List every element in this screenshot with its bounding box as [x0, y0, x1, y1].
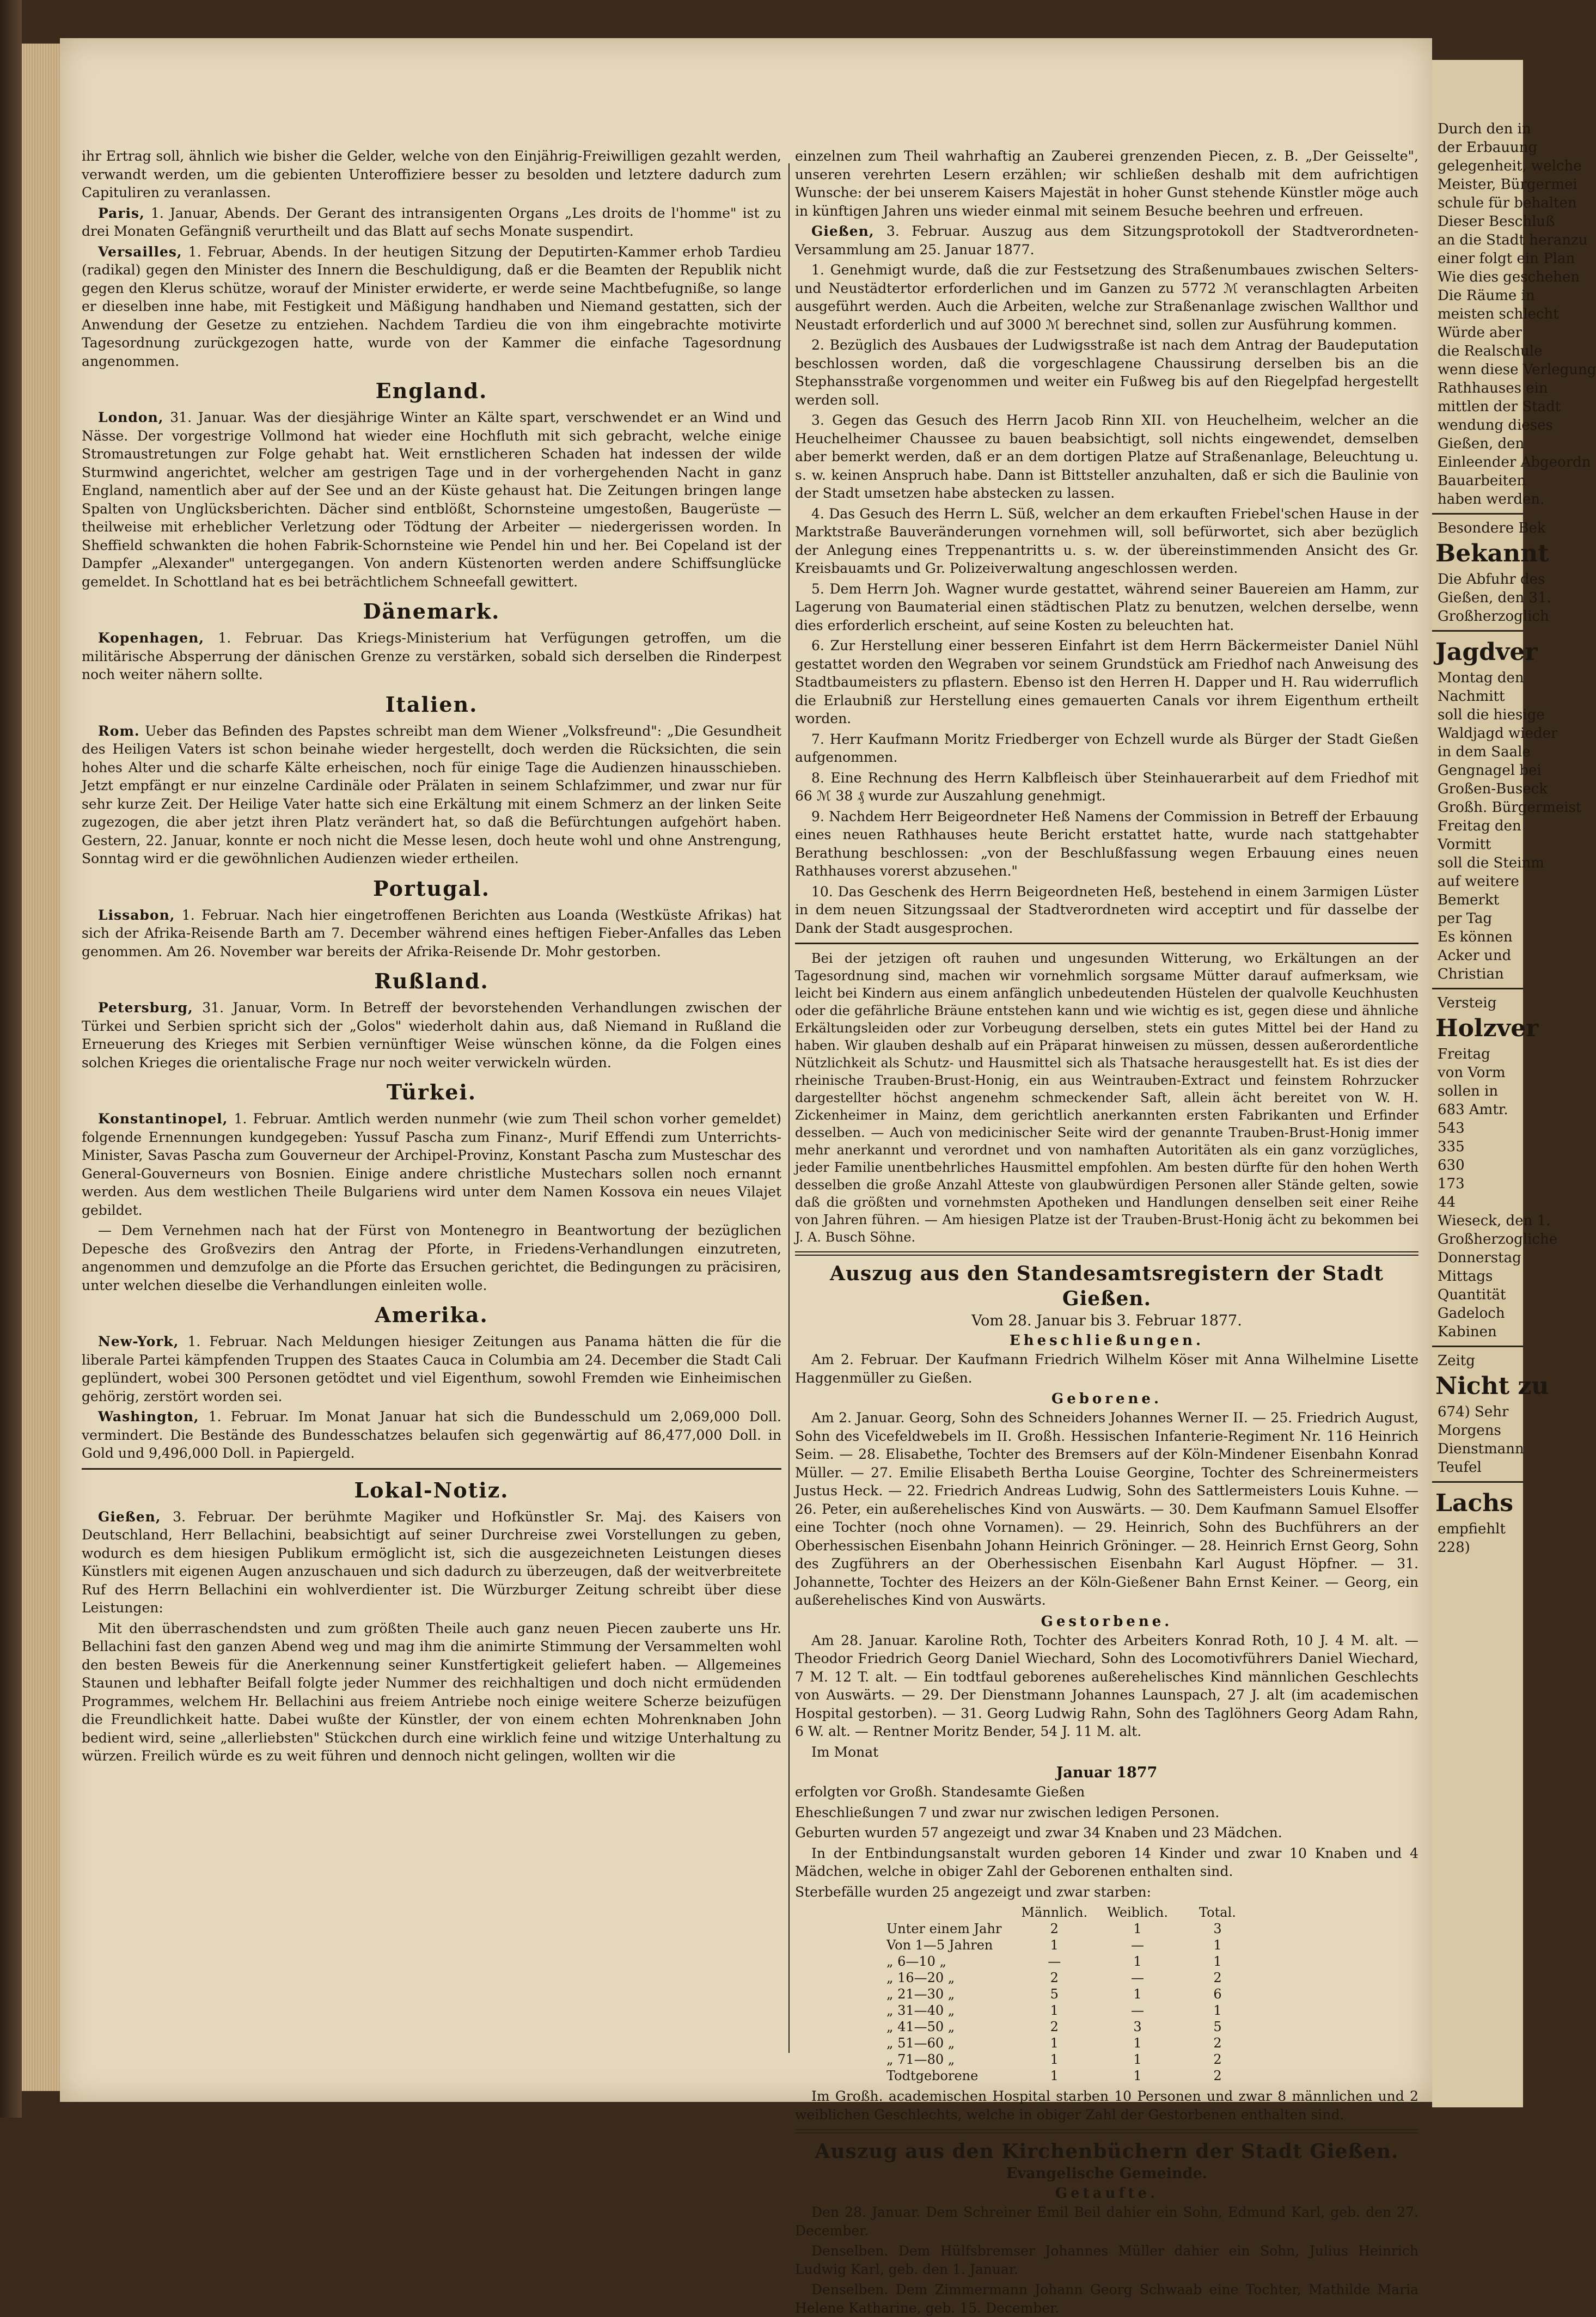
- article-giessen: [82, 1508, 781, 1617]
- heading-eheschliessungen: Eheschließungen.: [1009, 1332, 1204, 1349]
- heading-england: England.: [375, 378, 488, 403]
- giessen-quote: Mit den überraschendsten und zum größten Theile auch ganz neuen Piecen zauberte uns Hr. Bellachini fast den ganzen Abend weg und mag ihm die animirte Stimmung der Versammelten wohl den besten Beweis für die Anerkennung seiner Kunstfertigkeit geliefert haben. — Allgemeines Staunen und lebhafter Beifall folgte jeder Nummer des reichhaltigen und doch nicht ermüdenden Programmes, welchem Hr. Bellachini aus freiem Antriebe noch einige weitere Scherze beizufügen die Freundlichkeit hatte. Dabei wußte der Künstler, der von einem echten Mohrenknaben John bedient wird, seine „allerliebsten" Stückchen durch eine wirklich feine und witzige Unterhaltung zu würzen. Freilich würde es zu weit führen und dennoch nicht gelingen, wollten wir die: [82, 1620, 781, 1764]
- table-row: [877, 2019, 1257, 2035]
- heading-gestorbene: Gestorbene.: [1041, 1613, 1173, 1630]
- facing-line: einer folgt ein Plan: [1438, 250, 1575, 267]
- table-row: [877, 1953, 1257, 1970]
- facing-line: Nachmitt: [1438, 688, 1505, 705]
- facing-line: mittlen der Stadt: [1438, 399, 1561, 415]
- heading-amerika: Amerika.: [375, 1303, 488, 1327]
- table-cell: 1: [1213, 1937, 1222, 1953]
- article-lissabon: [82, 906, 781, 961]
- lissabon-text: 1. Februar. Nach hier eingetroffenen Berichten aus Loanda (Westküste Afrikas) hat sich der Afrika-Reisende Barth am 7. December während eines heftigen Fieber-Anfalles das Leben genommen. Am 26. November war bereits der Afrika-Reisende Dr. Mohr gestorben.: [82, 907, 781, 959]
- geborene-text: Am 2. Januar. Georg, Sohn des Schneiders Johannes Werner II. — 25. Friedrich August, Sohn des Vicefeldwebels im II. Großh. Hessischen Infanterie-Regiment Nr. 116 Heinrich Seim. — 28. Elisabethe, Tochter des Bremsers auf der Köln-Mindener Eisenbahn Konrad Müller. — 27. Emilie Elisabeth Bertha Louise Georgine, Tochter des Schreinermeisters Justus Heck. — 22. Friedrich Andreas Ludwig, Sohn des Sattlermeisters Louis Kuhne. — 26. Peter, ein außerehelisches Kind von Auswärts. — 30. Dem Kaufmann Samuel Elsoffer eine Tochter (noch ohne Vornamen). — 29. Heinrich, Sohn des Buchführers an der Oberhessischen Eisenbahn Johann Heinrich Gröninger. — 28. Heinrich Ernst Georg, Sohn des Zugführers an der Oberhessischen Eisenbahn Karl August Höpfner. — 31. Johannette, Tochter des Heizers an der Köln-Gießener Bahn Ernst Keiner. — Georg, ein außerehelisches Kind von Auswärts.: [795, 1410, 1418, 1608]
- facing-line: Bauarbeiten: [1438, 473, 1526, 489]
- table-cell: 1: [1050, 1937, 1059, 1953]
- table-cell: Unter einem Jahr: [886, 1921, 1002, 1936]
- table-cell: 1: [1050, 2052, 1059, 2067]
- protokoll-item: 9. Nachdem Herr Beigeordneter Heß Namens der Commission in Betreff der Erbauung eines neuen Rathhauses heute Bericht erstattet hatte, wurde nach stattgehabter Berathung beschlossen: „von der Beschlußfassung wegen Erbauung eines neuen Rathhauses vorerst abzusehen.": [795, 808, 1418, 879]
- getauft-entry: Denselben. Dem Zimmermann Johann Georg Schwaab eine Tochter, Mathilde Maria Helene Katharine, geb. 15. December.: [795, 2282, 1418, 2316]
- facing-line: 630: [1438, 1157, 1465, 1173]
- facing-line: Bemerkt: [1438, 892, 1500, 908]
- facing-line: Freitag: [1438, 1046, 1490, 1062]
- facing-line: Großen-Buseck: [1438, 781, 1548, 797]
- facing-rule: [1432, 513, 1523, 515]
- facing-line: Quantität: [1438, 1287, 1506, 1303]
- facing-line: Montag den: [1438, 670, 1524, 686]
- giessen-text: 3. Februar. Der berühmte Magiker und Hofkünstler Sr. Maj. des Kaisers von Deutschland, Herr Bellachini, beabsichtigt auf seiner Durchreise zwei Vorstellungen zu geben, wodurch es dem hiesigen Publikum ermöglicht ist, sich die ausgezeichneten Leistungen dieses Künstlers mit eigenen Augen anzuschauen und sich dadurch zu überzeugen, daß der weitverbreitete Ruf des Herrn Bellachini ein wohlverdienter ist. Die Würzburger Zeitung schreibt über diese Leistungen:: [82, 1508, 781, 1616]
- section-rule: [795, 943, 1418, 944]
- heading-daenemark: Dänemark.: [363, 599, 500, 623]
- facing-line: Freitag den: [1438, 818, 1521, 834]
- heading-tuerkei: Türkei.: [386, 1080, 477, 1104]
- table-cell: Von 1—5 Jahren: [886, 1937, 993, 1953]
- facing-line: Gadeloch: [1438, 1305, 1505, 1322]
- facing-line: empfiehlt: [1438, 1521, 1506, 1537]
- facing-line: die Realschule: [1438, 343, 1543, 359]
- table-cell: Todtgeborene: [886, 2068, 979, 2083]
- facing-line: 683 Amtr.: [1438, 1102, 1508, 1118]
- table-cell: „ 21—30 „: [886, 1986, 955, 2002]
- table-cell: „ 71—80 „: [886, 2052, 955, 2067]
- dateline-petersburg: Petersburg,: [98, 1000, 193, 1016]
- protokoll-item: 6. Zur Herstellung einer besseren Einfahrt ist dem Herrn Bäckermeister Daniel Nühl gestattet worden den Wegraben vor seinem Grundstück am Friedhof nach Anweisung des Stadtbaumeisters zu pflastern. Ebenso ist den Herren H. Dapper und H. Rau widerruflich die Erlaubniß zur Herstellung eines gemauerten Canals vor ihrem Eigenthum ertheilt worden.: [795, 638, 1418, 726]
- table-cell: „ 41—50 „: [886, 2019, 955, 2034]
- facing-line: Großh. Bürgermeist: [1438, 799, 1582, 816]
- konstantinopel-text: 1. Februar. Amtlich werden nunmehr (wie zum Theil schon vorher gemeldet) folgende Ernennungen kundgegeben: Yussuf Pascha zum Finanz-, Murif Effendi zum Unterrichts-Minister, Savas Pascha zum Gouverneur der Archipel-Provinz, Konstant Pascha zum Musteschar des General-Gouverneurs von Bosnien. Einige andere christliche Mustechars sollen noch ernannt werden. Aus dem westlichen Theile Bulgariens wird unter dem Namen Kossova ein neues Vilajet gebildet.: [82, 1111, 781, 1218]
- table-cell: 5: [1050, 1986, 1059, 2002]
- table-cell: 1: [1133, 2052, 1142, 2067]
- facing-line: Durch den in: [1438, 121, 1531, 137]
- getauft-entry: Denselben. Dem Hülfsbremser Johannes Müller dahier ein Sohn, Julius Heinrich Ludwig Karl, geb. den 1. Januar.: [795, 2243, 1418, 2277]
- column-divider: [788, 163, 790, 2053]
- facing-line: Großherzoglich: [1438, 608, 1549, 625]
- facing-line: Teufel: [1438, 1459, 1482, 1476]
- left-column: [82, 147, 781, 2086]
- table-cell: 1: [1050, 2003, 1059, 2018]
- table-row: [877, 1986, 1257, 2002]
- washington-text: 1. Februar. Im Monat Januar hat sich die Bundesschuld um 2,069,000 Doll. vermindert. Die Bestände des Bundesschatzes belaufen sich gegenwärtig auf 86,477,000 Doll. in Gold und 9,496,000 Doll. in Papiergeld.: [82, 1409, 781, 1461]
- table-cell: —: [1131, 1970, 1145, 1985]
- article-montenegro: — Dem Vernehmen nach hat der Fürst von Montenegro in Beantwortung der bezüglichen Depesche des Großvezirs den Antrag der Pforte, in Friedens-Verhandlungen einzutreten, angenommen und demzufolge an die Pforte das Ersuchen gerichtet, die Bedingungen zu präcisiren, unter welchen dieselbe die Verhandlungen einleiten wolle.: [82, 1222, 781, 1293]
- protokoll-item: 4. Das Gesuch des Herrn L. Süß, welcher an dem erkauften Friebel'schen Hause in der Marktstraße Bauveränderungen vornehmen will, soll befürwortet, sich aber bezüglich der Anlegung eines Treppenantritts u. s. w. der übereinstimmenden Ansicht des Gr. Kreisbauamts und Gr. Polizeiverwaltung angeschlossen werden.: [795, 505, 1418, 576]
- facing-page-fragment: [1432, 60, 1596, 2107]
- kirchen-sub: Evangelische Gemeinde.: [1006, 2165, 1208, 2182]
- table-cell: 2: [1050, 1970, 1059, 1985]
- facing-line: meisten schlecht: [1438, 306, 1559, 322]
- table-header: [877, 1904, 1011, 1921]
- table-row: [877, 2051, 1257, 2068]
- table-header: Weiblich.: [1107, 1905, 1168, 1920]
- heading-italien: Italien.: [385, 692, 478, 717]
- facing-line: wendung dieses: [1438, 417, 1553, 433]
- dateline-konstantinopel: Konstantinopel,: [98, 1111, 228, 1127]
- facing-rule: [1432, 1346, 1523, 1347]
- dateline-giessen: Gießen,: [98, 1508, 161, 1525]
- article-newyork: [82, 1332, 781, 1405]
- facing-line: Morgens: [1438, 1422, 1501, 1439]
- dateline-lissabon: Lissabon,: [98, 907, 175, 923]
- table-cell: 2: [1050, 2019, 1059, 2034]
- versailles-text: 1. Februar, Abends. In der heutigen Sitzung der Deputirten-Kammer erhob Tardieu (radikal) gegen den Minister des Innern die Beschuldigung, daß er die Beamten der Republik nicht gegen den Klerus schütze, worauf der Minister erwiderte, er werde seine Machtbefugniße, so lange er dieselben inne habe, mit Festigkeit und Mäßigung handhaben und Niemand gestatten, sich der Anwendung der Gesetze zu entziehen. Nachdem Tardieu die von ihm eingebrachte motivirte Tagesordnung zurückgezogen hatte, wurde von der Kammer die einfache Tagesordnung angenommen.: [82, 243, 781, 369]
- table-row: [877, 1921, 1257, 1937]
- facing-line: 44: [1438, 1194, 1456, 1211]
- section-rule: [82, 1468, 781, 1470]
- protokoll-item: 8. Eine Rechnung des Herrn Kalbfleisch über Steinhauerarbeit auf dem Friedhof mit 66 ℳ 38 ₰ wurde zur Auszahlung genehmigt.: [795, 769, 1418, 804]
- table-cell: 6: [1213, 1986, 1222, 2002]
- protokoll-item: 7. Herr Kaufmann Moritz Friedberger von Echzell wurde als Bürger der Stadt Gießen aufgenommen.: [795, 731, 1418, 765]
- article-konstantinopel: [82, 1110, 781, 1219]
- advert-notice: Bei der jetzigen oft rauhen und ungesunden Witterung, wo Erkältungen an der Tagesordnung sind, machen wir vornehmlich sorgsame Mütter darauf aufmerksam, wie leicht bei Kindern aus einem anfänglich unbedeutenden Hüstelen der qualvolle Keuchhusten oder die gefährliche Bräune entstehen kann und wie wichtig es ist, gegen diese und ähnliche Erkältungsleiden oder zur Vorbeugung derselben, stets ein gutes Mittel bei der Hand zu haben. Wir glauben deshalb auf ein Präparat hinweisen zu müssen, dessen außerordentliche Nützlichkeit als Schutz- und Hausmittel sich als Thatsache herausgestellt hat. Es ist dies der rheinische Trauben-Brust-Honig, ein aus Weintrauben-Extract und feinstem Rohrzucker dargestellter höchst angenehm schmeckender Saft, allein ächt bereitet von W. H. Zickenheimer in Mainz, dem gerichtlich anerkannten ersten Fabrikanten und Erfinder desselben. — Auch von medicinischer Seite wird der genannte Trauben-Brust-Honig immer mehr anerkannt und verordnet und von namhaften Autoritäten als ein ganz vorzügliches, jeder Familie unentbehrliches Hausmittel empfohlen. Am besten dürfte für den hohen Werth desselben die große Anzahl Atteste von glaubwürdigen Personen aller Stände gelten, sowie daß die größten und vornehmsten Apotheken und Handlungen denselben seit einer Reihe von Jahren führen. — Am hiesigen Platze ist der Trauben-Brust-Honig ächt zu bekommen bei J. A. Busch Söhne.: [795, 951, 1418, 1245]
- facing-heading: Nicht zu: [1435, 1372, 1549, 1400]
- protokoll-item: 3. Gegen das Gesuch des Herrn Jacob Rinn XII. von Heuchelheim, welcher an die Heuchelheimer Chaussee zu bauen beabsichtigt, soll nichts eingewendet, demselben aber bemerkt werden, daß er an dem dortigen Platze auf Straßenanlage, Beleuchtung u. s. w. keinen Anspruch habe. Dann ist Bittsteller anzuhalten, daß er sich die Baulinie von der Stadt umsetzen habe abstecken zu lassen.: [795, 412, 1418, 501]
- table-header-row: [877, 1904, 1257, 1921]
- facing-line: von Vorm: [1438, 1065, 1506, 1081]
- heading-geborene: Geborene.: [1051, 1391, 1162, 1407]
- facing-line: an die Stadt heranzu: [1438, 232, 1588, 248]
- dateline-washington: Washington,: [98, 1409, 199, 1425]
- table-cell: 2: [1213, 1970, 1222, 1985]
- eheschliessungen-text: Am 2. Februar. Der Kaufmann Friedrich Wilhelm Köser mit Anna Wilhelmine Lisette Haggenmüller zu Gießen.: [795, 1352, 1418, 1386]
- mortality-table: [877, 1904, 1257, 2084]
- table-cell: 1: [1213, 1954, 1222, 1969]
- facing-line: Die Abfuhr des: [1438, 571, 1545, 588]
- table-cell: 2: [1213, 2068, 1222, 2083]
- getauft-entry: Den 28. Januar. Dem Schreiner Emil Beil dahier ein Sohn, Edmund Karl, geb. den 27. December.: [795, 2204, 1418, 2239]
- hospital-text: Im Großh. academischen Hospital starben 10 Personen und zwar 8 männlichen und 2 weiblichen Geschlechts, welche in obiger Zahl der Gestorbenen enthalten sind.: [795, 2088, 1418, 2123]
- protokoll-head-text: 3. Februar. Auszug aus dem Sitzungsprotokoll der Stadtverordneten-Versammlung am 25. Januar 1877.: [795, 223, 1419, 258]
- facing-line: in dem Saale: [1438, 744, 1531, 760]
- januar-geburten: Geburten wurden 57 angezeigt und zwar 34 Knaben und 23 Mädchen.: [795, 1825, 1282, 1841]
- protokoll-item: 5. Dem Herrn Joh. Wagner wurde gestattet, während seiner Bauereien am Hamm, zur Lagerung von Baumaterial einen städtischen Platz zu benutzen, welchen derselbe, wenn dies erforderlich erscheint, auf seine Kosten zu beleuchten hat.: [795, 580, 1418, 633]
- heading-portugal: Portugal.: [373, 876, 490, 901]
- table-cell: 1: [1213, 2003, 1222, 2018]
- facing-line: Rathhauses ein: [1438, 380, 1548, 396]
- table-row: [877, 2068, 1257, 2084]
- facing-line: soll die Steinm: [1438, 855, 1544, 871]
- article-washington: [82, 1408, 781, 1463]
- paris-text: 1. Januar, Abends. Der Gerant des intransigenten Organs „Les droits de l'homme" ist zu drei Monaten Gefängniß verurtheilt und das Blatt auf sechs Monate suspendirt.: [82, 205, 781, 239]
- middle-column: [795, 147, 1419, 2316]
- facing-line: wenn diese Verlegung: [1438, 362, 1596, 378]
- dateline-newyork: New-York,: [98, 1334, 179, 1349]
- table-cell: —: [1131, 2003, 1145, 2018]
- facing-line: Meister, Bürgermei: [1438, 176, 1577, 193]
- heading-lokal: Lokal-Notiz.: [354, 1477, 509, 1502]
- gestorbene-text: Am 28. Januar. Karoline Roth, Tochter des Arbeiters Konrad Roth, 10 J. 4 M. alt. — Theodor Friedrich Georg Daniel Wiechard, Sohn des Locomotivführers Daniel Wiechard, 7 M. 12 T. alt. — Ein todtfaul geborenes außerehelisches Kind männlichen Geschlechts von Auswärts. — 29. Der Dienstmann Johannes Launspach, 27 J. alt (im academischen Hospital gestorben). — 31. Georg Ludwig Rahn, Sohn des Taglöhners Georg Adam Rahn, 6 W. alt. — Rentner Moritz Bender, 54 J. 11 M. alt.: [795, 1632, 1418, 1739]
- protokoll-item: 1. Genehmigt wurde, daß die zur Festsetzung des Straßenumbaues zwischen Selters- und Neustädtertor erforderlichen und im Ganzen zu 5772 ℳ veranschlagten Arbeiten ausgeführt werden. Auch die Arbeiten, welche zur Straßenanlage zwischen Wallthor und Neustadt erforderlich und auf 3000 ℳ berechnet sind, sollen zur Ausführung kommen.: [795, 262, 1418, 333]
- facing-rule: [1432, 988, 1523, 989]
- januar-anstalt: In der Entbindungsanstalt wurden geboren 14 Kinder und zwar 10 Knaben und 4 Mädchen, welche in obiger Zahl der Geborenen enthalten sind.: [795, 1845, 1418, 1879]
- table-row: [877, 2002, 1257, 2019]
- facing-line: schule für behalten: [1438, 195, 1577, 211]
- rom-text: Ueber das Befinden des Papstes schreibt man dem Wiener „Volksfreund": „Die Gesundheit des Heiligen Vaters ist schon beinahe wieder hergestellt, doch werden die Rücksichten, die sein hohes Alter und die scharfe Kälte erheischen, noch für einige Tage die Audienzen hinausschieben. Jetzt empfängt er nur einzelne Cardinäle oder Prälaten in seinem Schlafzimmer, und zwar nur für sehr kurze Zeit. Der Heilige Vater hatte sich eine Erkältung mit einem Schmerz an der linken Seite zugezogen, die aber jetzt ihren Platz verändert hat, so daß die Befürchtungen aufgehört haben. Gestern, 22. Januar, konnte er noch nicht die Messe lesen, doch heute wohl und ohne Anstrengung, Sonntag wird er die gewöhnlichen Audienzen wieder ertheilen.: [82, 723, 781, 866]
- table-cell: „ 16—20 „: [886, 1970, 955, 1985]
- double-rule: [795, 2129, 1418, 2133]
- facing-line: Großherzogliche: [1438, 1231, 1558, 1248]
- dateline-london: London,: [98, 409, 164, 425]
- facing-line: Versteig: [1438, 995, 1497, 1011]
- dateline-versailles: Versailles,: [98, 243, 182, 260]
- table-cell: 1: [1133, 1921, 1142, 1936]
- table-cell: —: [1048, 1954, 1061, 1969]
- london-text: 31. Januar. Was der diesjährige Winter an Kälte spart, verschwendet er an Wind und Nässe. Der vorgestrige Vollmond hat wieder eine Hochfluth mit sich gebracht, welche einige Stromaustretungen zur Folge gehabt hat. Weit ernstlicheren Schaden hat indessen der wilde Sturmwind angerichtet, welcher am gestrigen Tage und in der vorhergehenden Nacht in ganz England, namentlich aber auf der See und an der Küste gehaust hat. Die Zeitungen bringen lange Spalten von Unglücksberichten. Dächer sind entblößt, Schornsteine umgestoßen, Baugerüste — theilweise mit erheblicher Verletzung oder Tödtung der Arbeiter — niedergerissen worden. In Sheffield schwankten die hohen Fabrik-Schornsteine wie Pendel hin und her. Bei Copeland ist der Dampfer „Alexander" untergegangen. Von andern Küstenorten werden andere Schiffsunglücke gemeldet. In Schottland hat es bei beträchtlichem Schneefall gewittert.: [82, 409, 782, 590]
- facing-line: per Tag: [1438, 910, 1493, 927]
- facing-line: Gengnagel bei: [1438, 762, 1542, 779]
- facing-line: Gießen, den: [1438, 436, 1525, 452]
- table-cell: 2: [1050, 1921, 1059, 1936]
- januar-ehe: Eheschließungen 7 und zwar nur zwischen ledigen Personen.: [795, 1804, 1220, 1820]
- newspaper-page: [60, 38, 1432, 2316]
- facing-line: Kabinen: [1438, 1324, 1497, 1340]
- facing-line: Besondere Bek: [1438, 520, 1546, 536]
- im-monat: Im Monat: [811, 1744, 879, 1760]
- table-cell: —: [1131, 1937, 1145, 1953]
- facing-line: Wie dies geschehen: [1438, 269, 1580, 285]
- facing-line: Zeitg: [1438, 1353, 1475, 1369]
- article-paris: [82, 204, 781, 241]
- facing-line: der Erbauung: [1438, 139, 1538, 156]
- facing-line: 228): [1438, 1539, 1470, 1556]
- facing-line: Gießen, den 31.: [1438, 590, 1551, 606]
- januar-intro: erfolgten vor Großh. Standesamte Gießen: [795, 1784, 1085, 1800]
- page-edges: [22, 44, 60, 2091]
- facing-line: 543: [1438, 1120, 1465, 1136]
- article-continuation: einzelnen zum Theil wahrhaftig an Zauberei grenzenden Piecen, z. B. „Der Geisselte", unseren verehrten Lesern erzählen; wir schließen deshalb mit dem aufrichtigen Wunsche: der bei unserem Kaisers Majestät in hoher Gunst stehende Künstler möge auch in künftigen Jahren uns wieder einmal mit seinem Besuche beehren und erfreuen.: [795, 148, 1418, 219]
- facing-line: Waldjagd wieder: [1438, 725, 1558, 742]
- newyork-text: 1. Februar. Nach Meldungen hiesiger Zeitungen aus Panama hätten die für die liberale Partei kämpfenden Truppen des Staates Cauca in Columbia am 24. December die Stadt Cali geplündert, wobei 300 Personen getödtet und viel Eigenthum, sowohl Fremden wie Einheimischen gehörig, zerstört worden sei.: [82, 1334, 781, 1404]
- dateline-rom: Rom.: [98, 723, 140, 739]
- facing-line: Wieseck, den 1.: [1438, 1213, 1551, 1229]
- dateline-paris: Paris,: [98, 205, 145, 221]
- facing-line: Donnerstag: [1438, 1250, 1521, 1266]
- facing-heading: Jagdver: [1435, 638, 1538, 666]
- heading-russland: Rußland.: [374, 969, 489, 993]
- facing-heading: Lachs: [1435, 1489, 1513, 1517]
- table-cell: 3: [1133, 2019, 1142, 2034]
- table-row: [877, 2035, 1257, 2051]
- heading-getaufte: Getaufte.: [1055, 2185, 1159, 2202]
- facing-line: gelegenheit, welche: [1438, 158, 1582, 174]
- facing-line: Dienstmann: [1438, 1441, 1524, 1457]
- januar-sterbefaelle: Sterbefälle wurden 25 angezeigt und zwar starben:: [795, 1884, 1152, 1900]
- table-cell: „ 31—40 „: [886, 2003, 955, 2018]
- facing-line: haben werden.: [1438, 491, 1545, 508]
- book-binding: [0, 0, 22, 2118]
- facing-line: Einleender Abgeordn: [1438, 454, 1591, 470]
- facing-line: Es können: [1438, 929, 1513, 945]
- table-cell: 1: [1133, 1954, 1142, 1969]
- facing-line: soll die hiesige: [1438, 707, 1545, 723]
- table-header: Männlich.: [1021, 1905, 1088, 1920]
- table-cell: 2: [1213, 2052, 1222, 2067]
- table-cell: 1: [1050, 2035, 1059, 2051]
- protokoll-item: 10. Das Geschenk des Herrn Beigeordneten Heß, bestehend in einem 3armigen Lüster in dem neuen Sitzungssaal der Stadtverordneten wird acceptirt und für dasselbe der Dank der Stadt ausgesprochen.: [795, 883, 1418, 936]
- table-cell: 1: [1133, 2035, 1142, 2051]
- article-rom: [82, 722, 781, 868]
- protokoll-item: 2. Bezüglich des Ausbaues der Ludwigsstraße ist nach dem Antrag der Baudeputation beschlossen worden, daß die vorgeschlagene Chaussirung derselben bis an die Stephansstraße vorgenommen und weiter ein Fußweg bis auf den Riegelpfad hergestellt werden soll.: [795, 337, 1418, 408]
- dateline-protokoll: Gießen,: [811, 223, 875, 239]
- standesamt-title: Auszug aus den Standesamtsregistern der Stadt Gießen.: [829, 1262, 1384, 1310]
- facing-line: 173: [1438, 1176, 1465, 1192]
- table-cell: „ 51—60 „: [886, 2035, 955, 2051]
- facing-line: Mittags: [1438, 1268, 1493, 1285]
- article-versailles: [82, 243, 781, 371]
- januar-heading: Januar 1877: [1056, 1764, 1158, 1781]
- facing-line: Würde aber: [1438, 325, 1522, 341]
- double-rule: [795, 1251, 1418, 1256]
- facing-line: auf weitere: [1438, 873, 1519, 890]
- facing-line: 674) Sehr: [1438, 1404, 1509, 1420]
- protokoll-items: [795, 261, 1418, 937]
- table-cell: 2: [1213, 2035, 1222, 2051]
- table-row: [877, 1970, 1257, 1986]
- table-cell: 1: [1133, 1986, 1142, 2002]
- table-cell: 1: [1133, 2068, 1142, 2083]
- facing-line: 335: [1438, 1139, 1465, 1155]
- facing-rule: [1432, 630, 1523, 632]
- article-petersburg: [82, 999, 781, 1072]
- article-london: [82, 408, 781, 591]
- facing-heading: Bekannt: [1435, 540, 1549, 567]
- article-intro: ihr Ertrag soll, ähnlich wie bisher die Gelder, welche von den Einjährig-Freiwilligen gezahlt werden, verwandt werden, um die gebienten Unteroffiziere besser zu besolden und letztere dadurch zum Capituliren zu veranlassen.: [82, 148, 781, 200]
- facing-heading: Holzver: [1435, 1014, 1539, 1042]
- facing-line: sollen in: [1438, 1083, 1499, 1099]
- facing-rule: [1432, 1481, 1523, 1483]
- facing-line: Christian: [1438, 966, 1504, 982]
- table-cell: 5: [1213, 2019, 1222, 2034]
- facing-line: Vormitt: [1438, 836, 1491, 853]
- article-kopenhagen: [82, 629, 781, 684]
- protokoll-heading: [795, 222, 1418, 259]
- table-cell: „ 6—10 „: [886, 1954, 946, 1969]
- petersburg-text: 31. Januar, Vorm. In Betreff der bevorstehenden Verhandlungen zwischen der Türkei und Serbien spricht sich der „Golos" wiederholt dahin aus, daß Niemand in Rußland die Erneuerung des Krieges mit Serbien vernünftiger Weise wünschen könne, da die Folgen eines solchen Krieges die orientalische Frage nur noch weiter verwickeln würden.: [82, 1000, 781, 1071]
- standesamt-range: Vom 28. Januar bis 3. Februar 1877.: [971, 1312, 1242, 1329]
- dateline-kopenhagen: Kopenhagen,: [98, 630, 205, 646]
- facing-line: Acker und: [1438, 947, 1512, 964]
- kirchen-title: Auszug aus den Kirchenbüchern der Stadt Gießen.: [815, 2140, 1399, 2163]
- facing-line: Die Räume in: [1438, 288, 1535, 304]
- facing-line: Dieser Beschluß: [1438, 213, 1555, 230]
- kopenhagen-text: 1. Februar. Das Kriegs-Ministerium hat Verfügungen getroffen, um die militärische Absperrung der dänischen Grenze zu verstärken, sobald sich derselben die Rinderpest noch weiter nähern sollte.: [82, 630, 781, 682]
- table-row: [877, 1937, 1257, 1953]
- table-cell: 3: [1213, 1921, 1222, 1936]
- table-header: Total.: [1199, 1905, 1236, 1920]
- table-cell: 1: [1050, 2068, 1059, 2083]
